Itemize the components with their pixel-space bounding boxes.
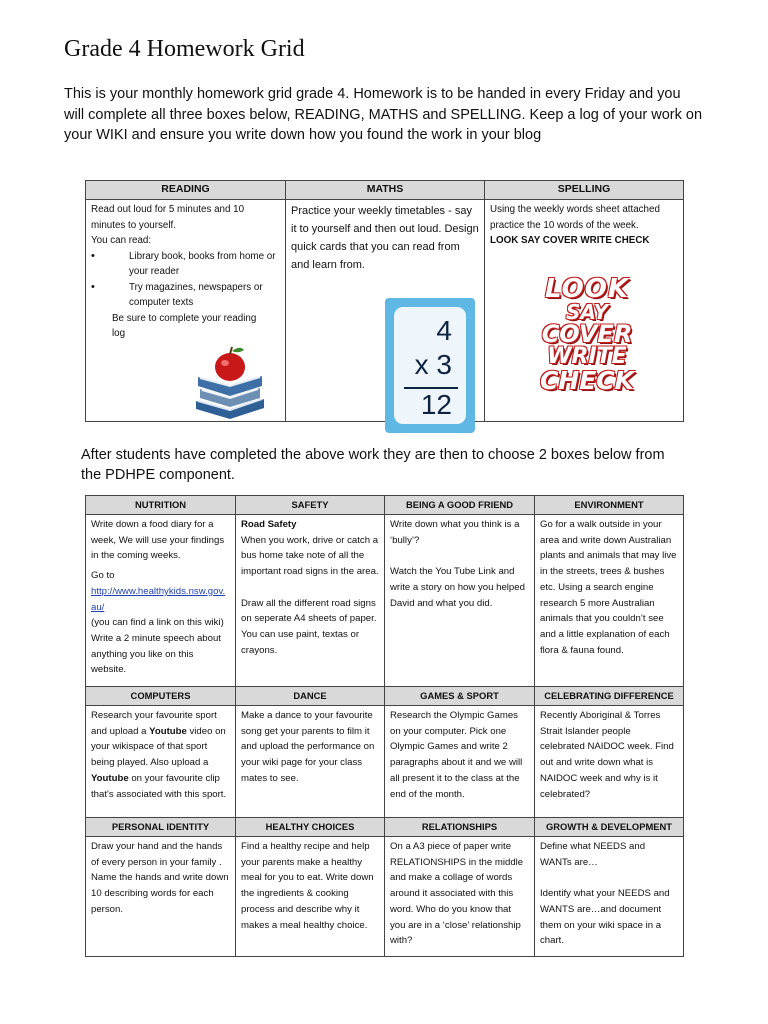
identity-cell: [86, 837, 236, 957]
safety-text-2: Draw all the different road signs on seperate A4 sheets of paper. You can use paint, textas or crayons.: [241, 597, 377, 656]
header-relationships: RELATIONSHIPS: [385, 818, 535, 837]
homework-core-grid: [85, 180, 684, 422]
intro-paragraph: This is your monthly homework grid grade 4. Homework is to be handed in every Friday and you will complete all three boxes below, READING, MATHS and SPELLING. Keep a log of your work on your WIKI and ensure you write down how you found the work in your blog: [64, 86, 703, 143]
relationships-cell: [385, 837, 535, 957]
safety-heading: Road Safety: [241, 519, 297, 530]
computers-text-c: video on your wikispace of that sport being played. Also upload a: [91, 725, 226, 769]
safety-text-1: When you work, drive or catch a bus home take note of all the important road signs in the area.: [241, 534, 379, 578]
reading-bullets: [91, 249, 280, 311]
card-multiplier: x 3: [414, 349, 452, 380]
reading-log-note: Be sure to complete your reading log: [112, 312, 257, 339]
apple-on-books-icon: [190, 345, 268, 420]
games-cell: [385, 706, 535, 818]
computers-text-e: on your favourite clip that's associated with this sport.: [91, 772, 227, 800]
card-multiplicand: 4: [436, 315, 452, 346]
word-check: CHECK: [539, 366, 635, 395]
dance-text: Make a dance to your favourite song get your parents to film it and upload the performance on your wiki page for your class mates to see.: [241, 710, 375, 784]
reading-cell: [86, 200, 286, 422]
spelling-cell: [485, 200, 684, 422]
healthy-text: Find a healthy recipe and help your parents make a healthy meal for you to eat. Write down the ingredients & cooking process and describe why it makes a meal healthy choice.: [241, 841, 374, 931]
word-look: LOOK: [545, 274, 629, 304]
reading-line1: Read out loud for 5 minutes and 10 minutes to yourself.: [91, 204, 245, 231]
celebrating-cell: [535, 706, 684, 818]
header-healthy-choices: HEALTHY CHOICES: [236, 818, 385, 837]
healthy-cell: [236, 837, 385, 957]
friend-cell: [385, 515, 535, 687]
header-environment: ENVIRONMENT: [535, 496, 684, 515]
maths-text: Practice your weekly timetables - say it to yourself and then out loud. Design quick cards that you can read from and learn from.: [291, 205, 479, 271]
games-text: Research the Olympic Games on your computer. Pick one Olympic Games and write 2 paragraphs about it and we will all present it to the class at the end of the month.: [390, 710, 523, 800]
celebrating-text: Recently Aboriginal & Torres Strait Islander people celebrated NAIDOC week. Find out and write down what is NAIDOC week and why is it celebrated?: [540, 710, 674, 800]
header-maths: MATHS: [286, 181, 485, 200]
header-nutrition: NUTRITION: [86, 496, 236, 515]
computers-cell: [86, 706, 236, 818]
pdhpe-instructions: After students have completed the above work they are then to choose 2 boxes below from the PDHPE component.: [81, 447, 665, 483]
reading-line2: You can read:: [91, 235, 152, 246]
healthykids-link[interactable]: http://www.healthykids.nsw.gov.au/: [91, 585, 226, 613]
header-personal-identity: PERSONAL IDENTITY: [86, 818, 236, 837]
reading-bullet-1: • Library book, books from home or your reader: [91, 249, 280, 280]
word-write: WRITE: [547, 344, 627, 369]
spelling-method: LOOK SAY COVER WRITE CHECK: [490, 235, 650, 246]
header-reading: READING: [86, 181, 286, 200]
growth-text-2: Identify what your NEEDS and WANTS are…and document them on your wiki space in a chart.: [540, 888, 670, 947]
friend-text-2: Watch the You Tube Link and write a story on how you helped David and what you did.: [390, 566, 525, 609]
header-games-sport: GAMES & SPORT: [385, 687, 535, 706]
header-celebrating-difference: CELEBRATING DIFFERENCE: [535, 687, 684, 706]
nutrition-text-2: (you can find a link on this wiki) Write a 2 minute speech about anything you like on this website.: [91, 617, 224, 676]
nutrition-go-to: Go to: [91, 570, 115, 582]
maths-cell: [286, 200, 485, 422]
header-good-friend: BEING A GOOD FRIEND: [385, 496, 535, 515]
environment-text: Go for a walk outside in your area and write down Australian plants and animals that may live in the streets, trees & bushes etc. Using a search engine research 5 more Australian animals that you couldn’t see and a little explanation of each flora & fauna found.: [540, 519, 677, 656]
computers-youtube-1: Youtube: [149, 725, 187, 737]
card-product: 12: [420, 389, 452, 420]
header-safety: SAFETY: [236, 496, 385, 515]
dance-cell: [236, 706, 385, 818]
header-spelling: SPELLING: [485, 181, 684, 200]
page-title: Grade 4 Homework Grid: [64, 36, 305, 62]
word-cover: COVER: [541, 320, 633, 348]
environment-cell: [535, 515, 684, 687]
nutrition-text-1: Write down a food diary for a week, We will use your findings in the coming weeks.: [91, 519, 225, 562]
word-say: SAY: [565, 300, 609, 324]
growth-text-1: Define what NEEDS and WANTs are…: [540, 841, 646, 868]
safety-cell: [236, 515, 385, 687]
pdhpe-grid: [85, 495, 684, 957]
reading-bullet-2: • Try magazines, newspapers or computer texts: [91, 280, 280, 311]
header-computers: COMPUTERS: [86, 687, 236, 706]
times-table-card: [385, 298, 475, 433]
friend-text-1: Write down what you think is a ‘bully’?: [390, 519, 520, 546]
header-dance: DANCE: [236, 687, 385, 706]
growth-cell: [535, 837, 684, 957]
spelling-text: Using the weekly words sheet attached practice the 10 words of the week.: [490, 204, 660, 231]
computers-youtube-2: Youtube: [91, 772, 129, 784]
identity-text: Draw your hand and the hands of every person in your family . Name the hands and write down 10 describing words for each person.: [91, 841, 229, 915]
header-growth-development: GROWTH & DEVELOPMENT: [535, 818, 684, 837]
computers-text-a: Research your favourite sport and upload a: [91, 710, 217, 737]
look-say-cover-write-check-graphic: [493, 276, 681, 393]
nutrition-cell: [86, 515, 236, 687]
relationships-text: On a A3 piece of paper write RELATIONSHIPS in the middle and make a collage of words around it associated with this word. Who do you know that you are in a ‘close’ relationship with?: [390, 841, 524, 947]
